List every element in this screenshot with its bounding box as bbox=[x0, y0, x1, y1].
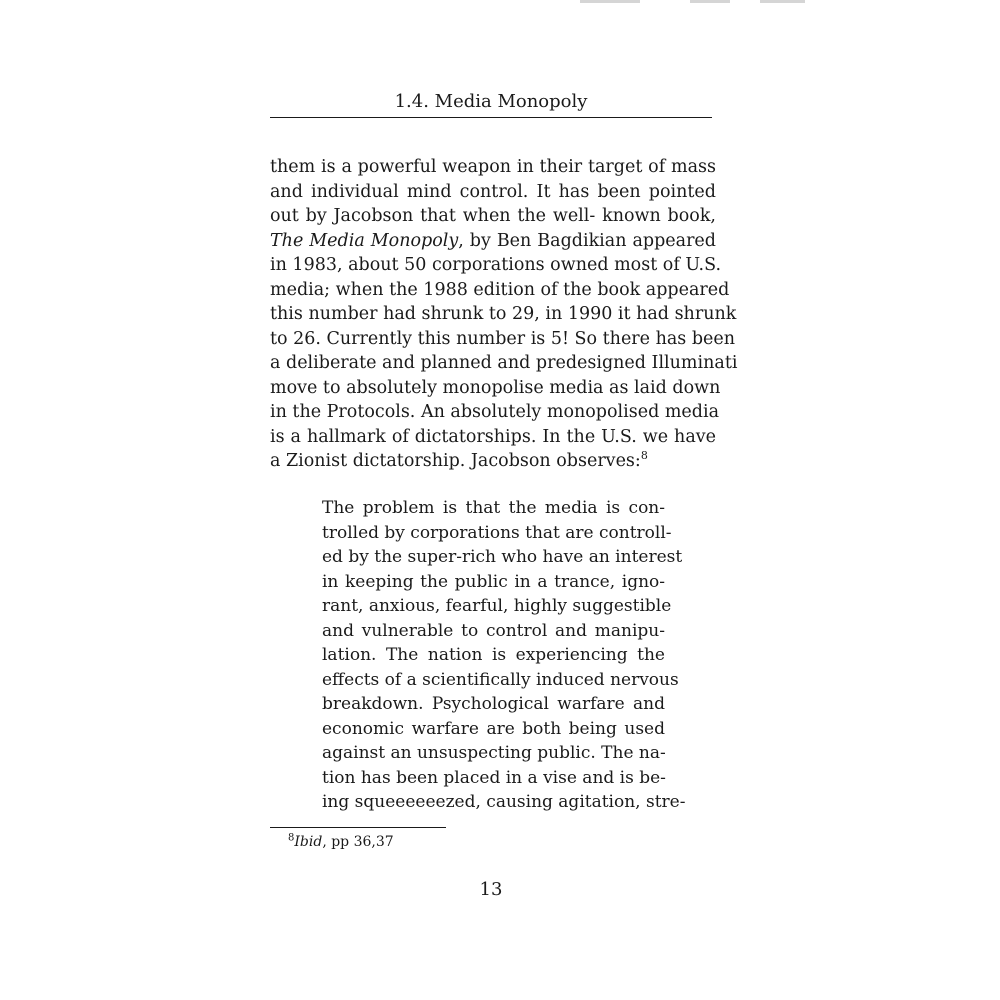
body-line: this number had shrunk to 29, in 1990 it had shrunk bbox=[270, 304, 737, 324]
body-line-rest: , by Ben Bagdikian appeared bbox=[458, 230, 716, 251]
footnote-source: Ibid bbox=[294, 834, 323, 850]
quote-line: ed by the super-rich who have an interest bbox=[322, 547, 683, 567]
page-number: 13 bbox=[479, 879, 503, 900]
footnote-rule bbox=[270, 827, 446, 828]
quote-line: breakdown. Psychological warfare and bbox=[322, 694, 665, 714]
body-line: a deliberate and planned and predesigned Illuminati bbox=[270, 353, 738, 373]
quote-line: against an unsuspecting public. The na- bbox=[322, 743, 666, 763]
quote-line: economic warfare are both being used bbox=[322, 718, 665, 739]
quote-line: in keeping the public in a trance, igno- bbox=[322, 571, 665, 592]
running-header: 1.4. Media Monopoly bbox=[394, 91, 588, 112]
scan-edge-mark bbox=[690, 0, 730, 3]
body-line: is a hallmark of dictatorships. In the U.S. we have bbox=[270, 426, 716, 447]
quote-line: and vulnerable to control and manipu- bbox=[322, 620, 665, 641]
body-line: media; when the 1988 edition of the book appeared bbox=[270, 279, 730, 300]
footnote-mark: 8 bbox=[288, 832, 295, 844]
body-line: them is a powerful weapon in their target of mass bbox=[270, 157, 716, 177]
footnote-reference: 8 bbox=[640, 449, 648, 463]
footnote bbox=[288, 832, 394, 852]
body-line: in the Protocols. An absolutely monopolised media bbox=[270, 402, 720, 422]
body-line bbox=[270, 449, 716, 474]
quote-line: lation. The nation is experiencing the bbox=[322, 645, 665, 665]
footnote-pages: , pp 36,37 bbox=[322, 834, 394, 850]
body-line: and individual mind control. It has been pointed bbox=[270, 181, 716, 202]
body-line: to 26. Currently this number is 5! So there has been bbox=[270, 328, 736, 349]
scan-edge-mark bbox=[580, 0, 640, 3]
block-quote bbox=[322, 496, 686, 815]
body-paragraph bbox=[270, 155, 738, 474]
quote-line: ing squeeeeeezed, causing agitation, stre- bbox=[322, 792, 686, 812]
body-line: in 1983, about 50 corporations owned most of U.S. bbox=[270, 255, 722, 275]
body-line bbox=[270, 229, 716, 254]
header-rule bbox=[270, 117, 712, 118]
body-line-text: a Zionist dictatorship. Jacobson observes: bbox=[270, 451, 641, 471]
quote-line: trolled by corporations that are controll- bbox=[322, 522, 672, 543]
body-line: out by Jacobson that when the well- known book, bbox=[270, 206, 716, 226]
quote-line: rant, anxious, fearful, highly suggestible bbox=[322, 596, 672, 616]
quote-line: The problem is that the media is con- bbox=[322, 498, 665, 518]
quote-line: effects of a scientifically induced nervous bbox=[322, 669, 679, 690]
book-title: The Media Monopoly bbox=[270, 230, 459, 251]
body-line: move to absolutely monopolise media as laid down bbox=[270, 377, 721, 398]
scan-edge-mark bbox=[760, 0, 805, 3]
quote-line: tion has been placed in a vise and is be- bbox=[322, 767, 666, 788]
